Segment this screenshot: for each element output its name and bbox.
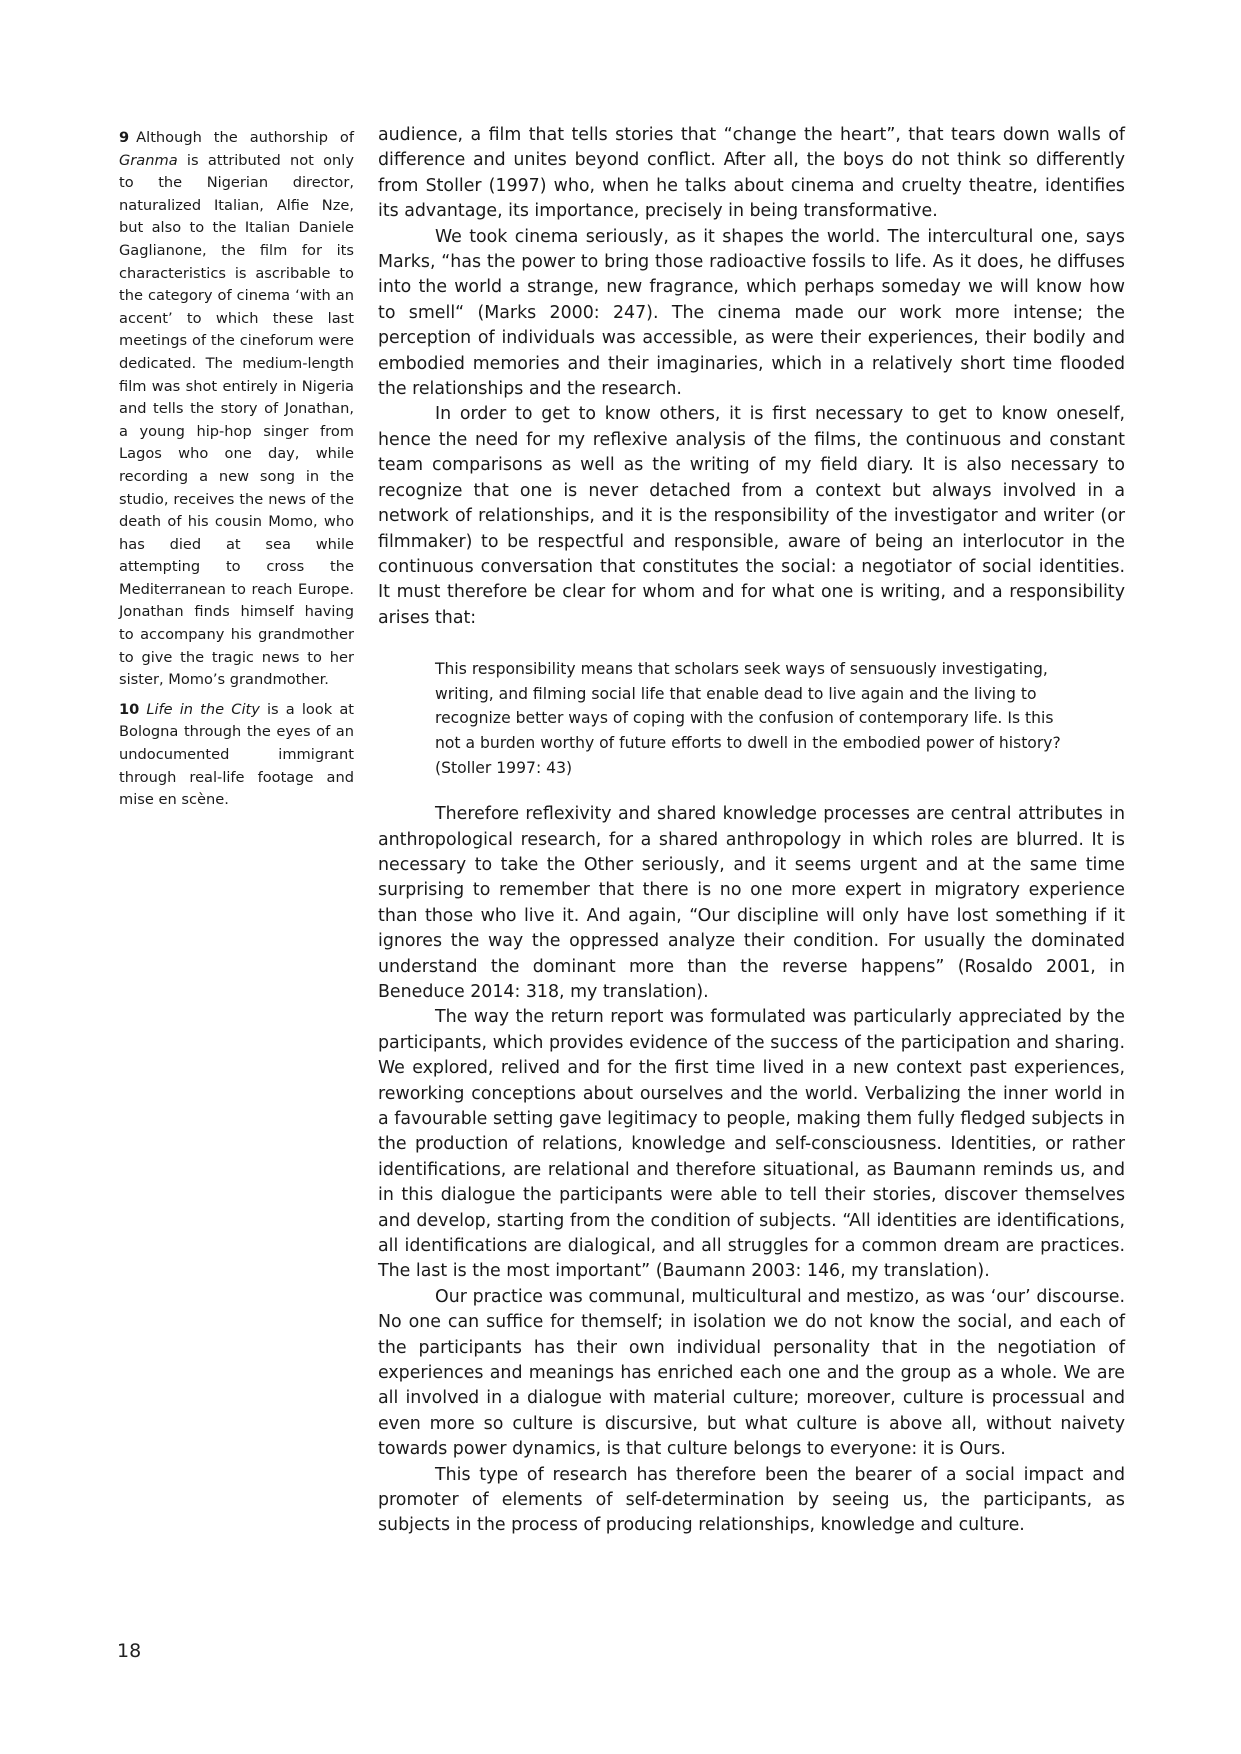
body-paragraph: In order to get to know others, it is first necessary to get to know oneself, hence the need for my reflexive analysis of the films, the continuous and constant team comparisons as well as the writing of my field diary. It is also necessary to recognize that one is never detached from a context but always involved in a network of relationships, and it is the responsibility of the investigator and writer (or filmmaker) to be respectful and responsible, aware of being an interlocutor in the continuous conversation that constitutes the social: a negotiator of social identities. It must therefore be clear for whom and for what one is writing, and a responsibility arises that:: [378, 404, 1125, 628]
footnote-number: 9: [119, 129, 130, 146]
body-paragraph: We took cinema seriously, as it shapes the world. The intercultural one, says Marks, “has the power to bring those radioactive fossils to life. As it does, he diffuses into the world a strange, new fragrance, which perhaps someday we will know how to smell“ (Marks 2000: 247). The cinema made our work more intense; the perception of individuals was accessible, as were their experiences, their bodily and embodied memories and their imaginaries, which in a relatively short time flooded the relationships and the research.: [378, 226, 1125, 400]
footnote-9: [119, 127, 354, 692]
block-quote: This responsibility means that scholars seek ways of sensuously investigating, writing, and filming social life that enable dead to live again and the living to recognize better ways of coping with the confusion of contemporary life. Is this not a burden worthy of future efforts to dwell in the embodied power of history? (Stoller 1997: 43): [435, 660, 1061, 777]
footnote-text: Although the authorship of: [136, 129, 354, 146]
main-text-column: [378, 123, 1125, 1539]
footnote-text: is attributed not only to the Nigerian director, naturalized Italian, Alfie Nze, but also to the Italian Daniele Gaglianone, the film for its characteristics is ascribable to the category of cinema ‘with an accent’ to which these last meetings of the cineforum were dedicated. The medium-length film was shot entirely in Nigeria and tells the story of Jonathan, a young hip-hop singer from Lagos who one day, while recording a new song in the studio, receives the news of the death of his cousin Momo, who has died at sea while attempting to cross the Mediterranean to reach Europe. Jonathan finds himself having to accompany his grandmother to give the tragic news to her sister, Momo’s grandmother.: [119, 151, 354, 689]
footnote-10: [119, 699, 354, 812]
page-number: 18: [117, 1640, 142, 1662]
body-paragraph: The way the return report was formulated was particularly appreciated by the participants, which provides evidence of the success of the participation and sharing. We explored, relived and for the first time lived in a new context past experiences, reworking conceptions about ourselves and the world. Verbalizing the inner world in a favourable setting gave legitimacy to people, making them fully fledged subjects in the production of relations, knowledge and self-consciousness. Identities, or rather identifications, are relational and therefore situational, as Baumann reminds us, and in this dialogue the participants were able to tell their stories, discover themselves and develop, starting from the condition of subjects. “All identities are identifications, all identifications are dialogical, and all struggles for a common dream are practices. The last is the most important” (Baumann 2003: 146, my translation).: [378, 1007, 1125, 1282]
footnote-number: 10: [119, 700, 140, 718]
footnote-italic-title: Life in the City: [146, 700, 260, 718]
body-paragraph: audience, a film that tells stories that “change the heart”, that tears down walls of difference and unites beyond conflict. After all, the boys do not think so differently from Stoller (1997) who, when he talks about cinema and cruelty theatre, identifies its advantage, its importance, precisely in being transformative.: [378, 125, 1125, 222]
footnote-italic-title: Granma: [119, 151, 178, 169]
body-paragraph: Our practice was communal, multicultural and mestizo, as was ‘our’ discourse. No one can suffice for themself; in isolation we do not know the social, and each of the participants has their own individual personality that in the negotiation of experiences and meanings has enriched each one and the group as a whole. We are all involved in a dialogue with material culture; moreover, culture is processual and even more so culture is discursive, but what culture is above all, without naivety towards power dynamics, is that culture belongs to everyone: it is Ours.: [378, 1286, 1125, 1460]
footnote-text: is a look at Bologna through the eyes of an undocumented immigrant through real-life footage and mise en scène.: [119, 700, 354, 809]
footnotes-column: [119, 127, 354, 819]
body-paragraph: This type of research has therefore been the bearer of a social impact and promoter of elements of self-determination by seeing us, the participants, as subjects in the process of producing relationships, knowledge and culture.: [378, 1464, 1125, 1536]
body-paragraph: Therefore reflexivity and shared knowledge processes are central attributes in anthropological research, for a shared anthropology in which roles are blurred. It is necessary to take the Other seriously, and it seems urgent and at the same time surprising to remember that there is no one more expert in migratory experience than those who live it. And again, “Our discipline will only have lost something if it ignores the way the oppressed analyze their condition. For usually the dominated understand the dominant more than the reverse happens” (Rosaldo 2001, in Beneduce 2014: 318, my translation).: [378, 804, 1125, 1002]
